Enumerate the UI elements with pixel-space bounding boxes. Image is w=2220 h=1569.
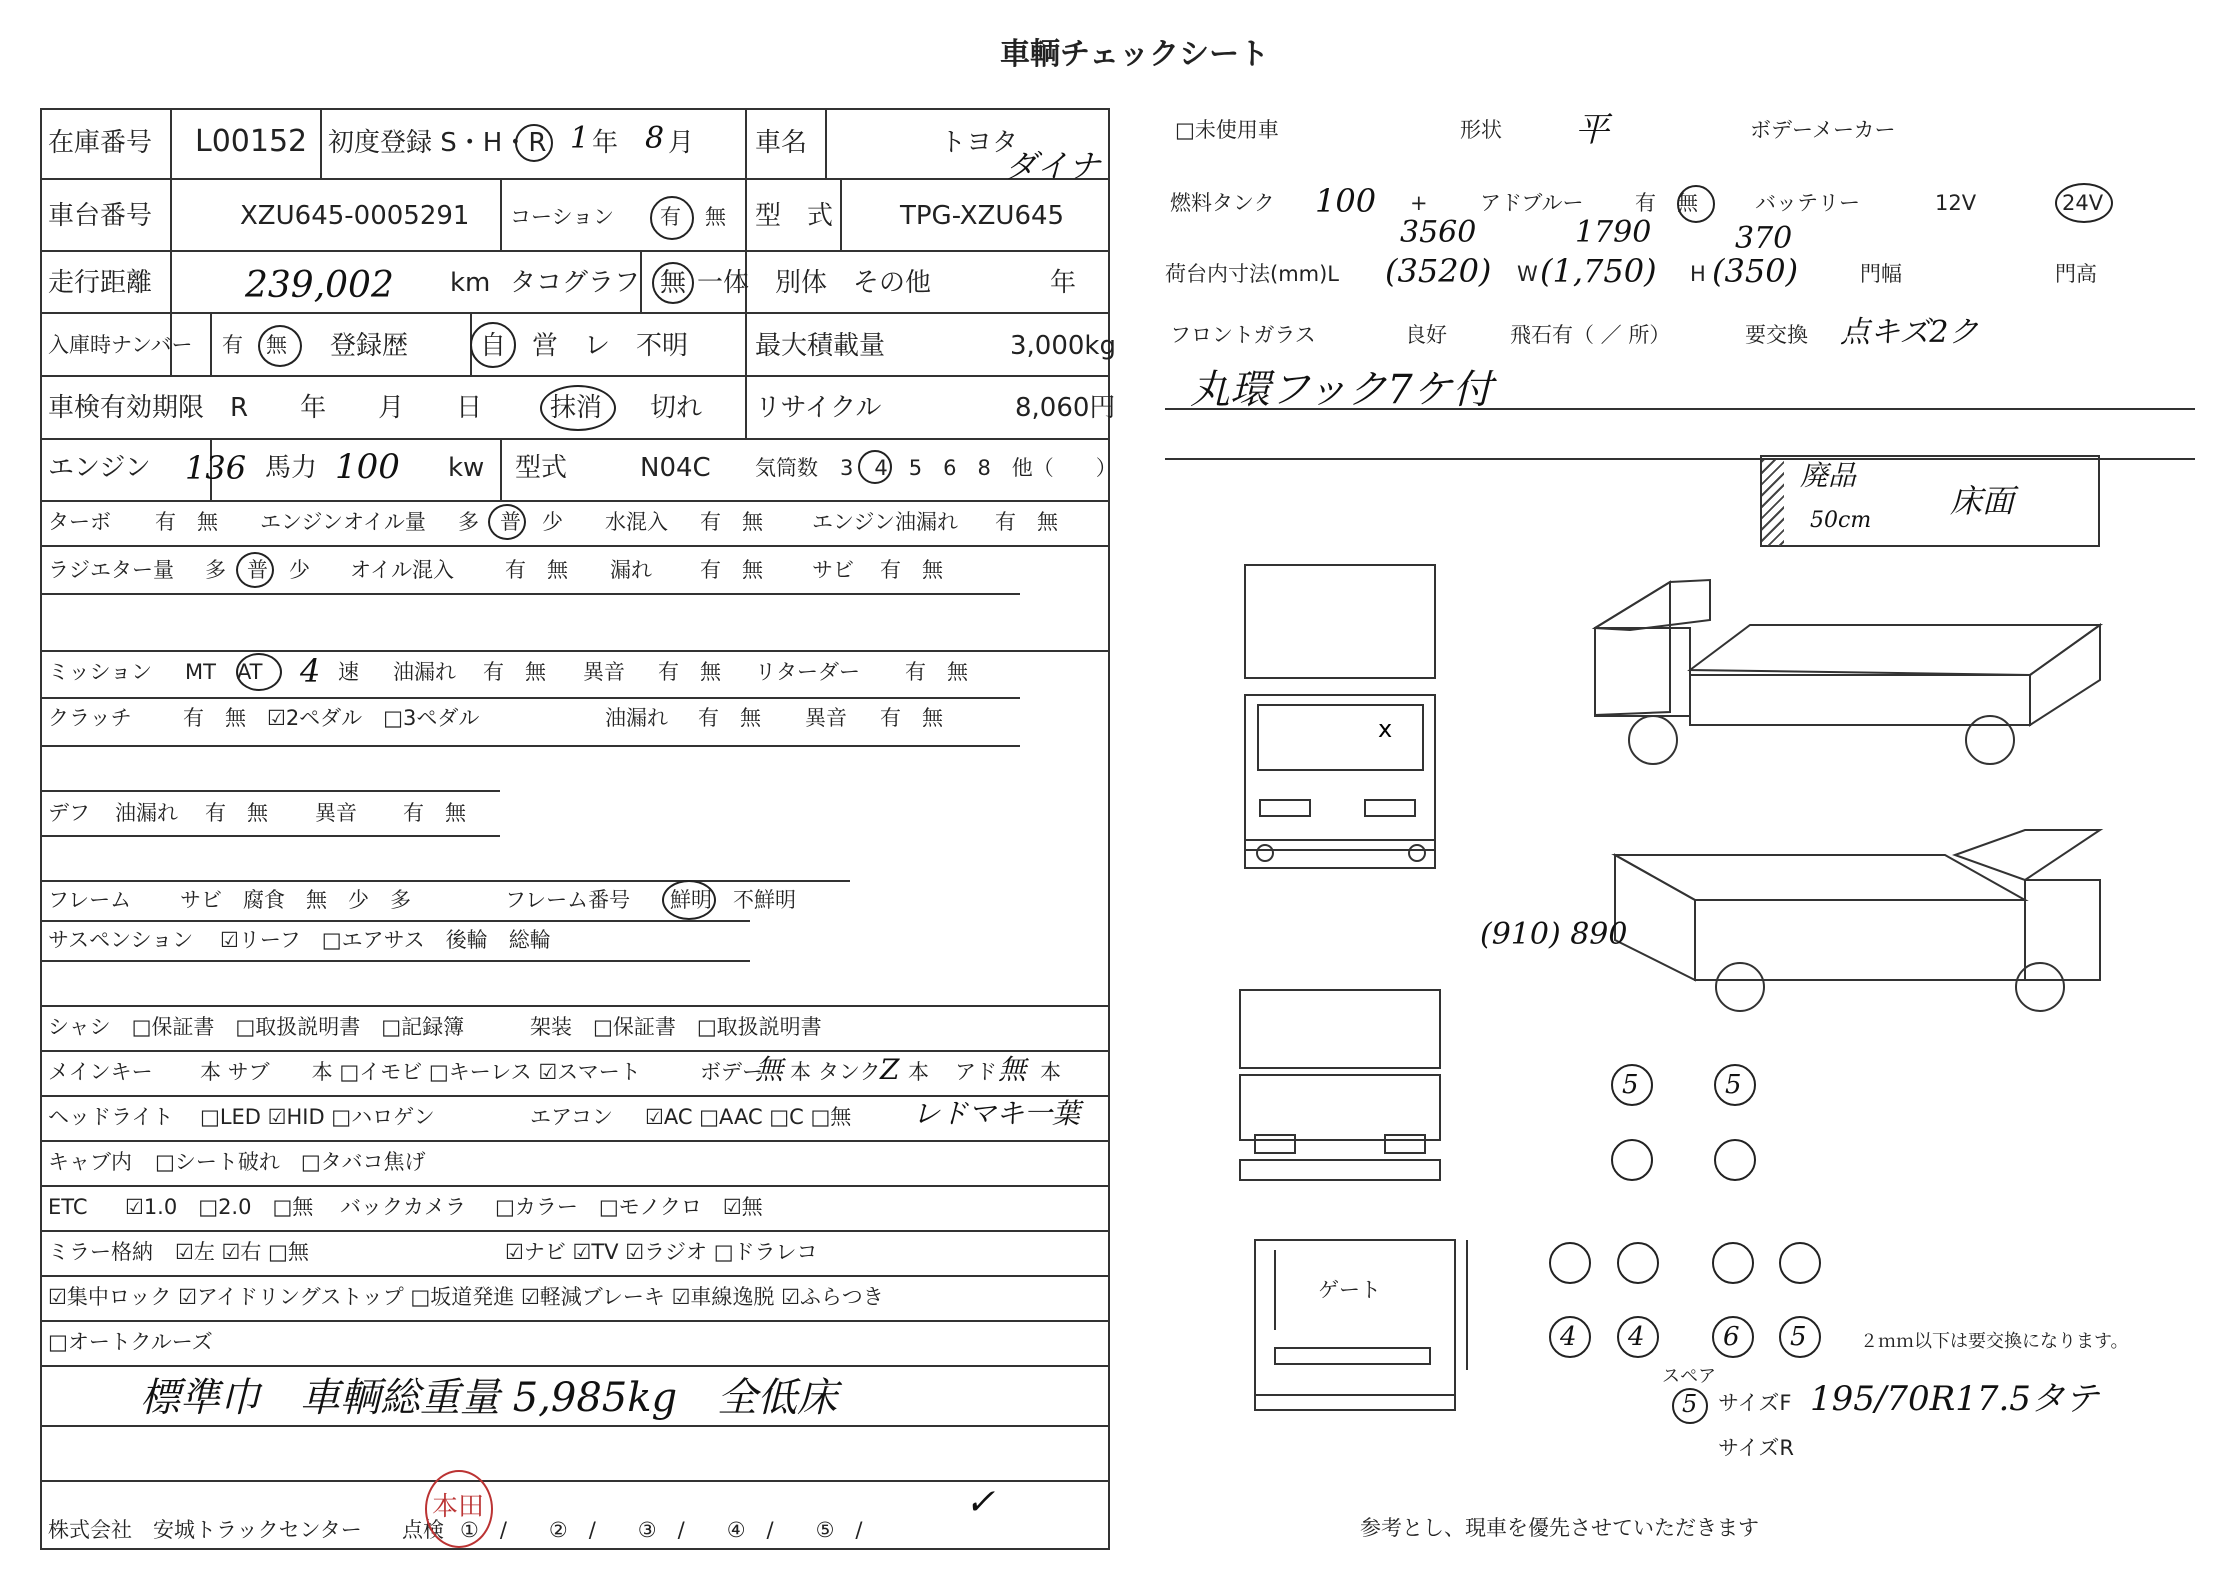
bed-l-old: (3520) <box>1385 252 1492 290</box>
model-name: ダイナ <box>1005 147 1101 185</box>
water-mix-label: 水混入 <box>605 510 668 534</box>
mission-noise-label: 異音 <box>583 660 625 684</box>
size-f-value: 195/70R17.5タテ <box>1810 1379 2099 1419</box>
era-circle <box>515 124 553 162</box>
body-maker-label: ボデーメーカー <box>1750 118 1896 142</box>
aircon-note: レドマキ一葉 <box>912 1097 1081 1130</box>
reg-hist-opts: 自 営 レ 不明 <box>480 331 689 361</box>
memo-note-2: 50cm <box>1810 508 1872 533</box>
tacho-opts: 一体 別体 その他 <box>697 268 932 298</box>
headlight-opts: □LED ☑HID □ハロゲン <box>200 1105 435 1129</box>
body-unit: 本 <box>790 1060 811 1084</box>
chassis-no: XZU645-0005291 <box>240 201 470 231</box>
tire-rear-2: 4 <box>1628 1322 1645 1352</box>
gears: 4 <box>300 652 321 690</box>
tank-label: タンク <box>818 1060 881 1084</box>
body-docs: 架装 □保証書 □取扱説明書 <box>530 1015 822 1039</box>
mileage-label: 走行距離 <box>48 268 153 298</box>
spare-label: スペア <box>1662 1366 1716 1387</box>
check-slots: ① / ② / ③ / ④ / ⑤ / <box>460 1518 863 1542</box>
company-name: 株式会社 安城トラックセンター <box>48 1518 362 1542</box>
clutch-opts: 有 無 ☑2ペダル □3ペダル <box>183 706 480 730</box>
coating-yes: 有 <box>660 205 681 229</box>
bed-note: 丸環フック7ケ付 <box>1190 367 1493 413</box>
first-reg-year: 1 <box>570 121 590 156</box>
tire-rear-1: 4 <box>1560 1322 1577 1352</box>
body-label: ボデー <box>700 1060 763 1084</box>
first-reg-label: 初度登録 S・H・R <box>328 128 547 158</box>
month-unit: 月 <box>668 128 695 158</box>
clutch-leak-label: 油漏れ <box>605 706 668 730</box>
floor-height: (910) 890 <box>1480 917 1628 952</box>
tacho-none: 無 <box>660 268 687 298</box>
suspension-label: サスペンション <box>48 928 194 952</box>
gate-width-label: 門幅 <box>1860 262 1902 286</box>
aircon-label: エアコン <box>530 1105 613 1129</box>
fuel-label: 燃料タンク <box>1170 191 1275 215</box>
notes-handwritten: 標準巾 車輌総重量 5,985kg 全低床 <box>140 1375 838 1421</box>
oil-mix-label: オイル混入 <box>350 558 454 582</box>
mission-label: ミッション <box>48 660 153 684</box>
bed-w-old: (1,750) <box>1540 252 1657 290</box>
aircon-opts: ☑AC □AAC □C □無 <box>645 1105 852 1129</box>
frame-label: フレーム <box>48 888 132 912</box>
shape-value: 平 <box>1575 110 1609 150</box>
type-value: TPG-XZU645 <box>900 201 1065 231</box>
tire-rear-4: 5 <box>1790 1322 1807 1352</box>
diff-noise-label: 異音 <box>315 801 357 825</box>
mileage: 239,002 <box>245 265 394 306</box>
w-label: W <box>1517 262 1538 286</box>
engine-kw: 100 <box>335 447 400 487</box>
frame-no-label: フレーム番号 <box>505 888 631 912</box>
radiator-label: ラジエター量 <box>48 558 174 582</box>
mission-leak-opts: 有 無 <box>483 660 546 684</box>
diff-leak-opts: 有 無 <box>205 801 268 825</box>
cruise-opt: □オートクルーズ <box>48 1330 213 1354</box>
ad-unit: 本 <box>1040 1060 1061 1084</box>
ad-label: アド <box>955 1060 997 1084</box>
first-reg-month: 8 <box>645 121 665 156</box>
max-load: 3,000kg <box>1010 331 1116 361</box>
inspection-label: 車検有効期限 <box>48 393 205 423</box>
spare-value: 5 <box>1682 1390 1698 1418</box>
headlight-label: ヘッドライト <box>48 1105 174 1129</box>
h-label: H <box>1690 262 1706 286</box>
chip-label: 飛石有（ ／ 所） <box>1510 323 1671 347</box>
mission-opts: MT AT <box>185 660 263 684</box>
stock-no: L00152 <box>195 124 308 159</box>
main-key-opts: 本 サブ 本 □イモビ □キーレス ☑スマート <box>200 1060 641 1084</box>
engine-hp: 136 <box>185 449 247 487</box>
bed-h-new: 370 <box>1735 221 1793 256</box>
engine-label: エンジン <box>48 453 151 483</box>
bed-w-new: 1790 <box>1575 215 1652 250</box>
cylinder-label: 気筒数 <box>755 456 818 480</box>
leak-opts: 有 無 <box>700 558 763 582</box>
recycle-fee: 8,060円 <box>1015 393 1116 423</box>
turbo-opts: 有 無 <box>155 510 218 534</box>
radiator-opts: 多 普 少 <box>205 558 310 582</box>
check-label: 点検 <box>402 1518 444 1542</box>
windshield-good: 良好 <box>1405 323 1447 347</box>
car-name-label: 車名 <box>755 128 808 158</box>
oil-mix-opts: 有 無 <box>505 558 568 582</box>
reg-hist-label: 登録歴 <box>330 331 409 361</box>
diff-label: デフ <box>48 801 90 825</box>
body-val: 無 <box>755 1053 784 1086</box>
tacho-year: 年 <box>1050 268 1077 298</box>
mission-noise-opts: 有 無 <box>658 660 721 684</box>
ad-val: 無 <box>998 1053 1027 1086</box>
replace-label: 要交換 <box>1745 323 1808 347</box>
engine-leak-label: エンジン油漏れ <box>812 510 958 534</box>
gate-label: ゲート <box>1318 1278 1381 1302</box>
mirror-opts: ☑左 ☑右 □無 <box>175 1240 309 1264</box>
cylinder-opts: 3 4 5 6 8 他（ ） <box>840 456 1117 480</box>
recycle-label: リサイクル <box>755 393 882 423</box>
tire-note: ２ｍｍ以下は要交換になります。 <box>1860 1331 2129 1352</box>
year-unit: 年 <box>592 128 619 158</box>
windshield-label: フロントガラス <box>1170 323 1316 347</box>
memo-note-3: 床面 <box>1950 482 2015 520</box>
rust-opts: 有 無 <box>880 558 943 582</box>
chassis-docs: シャシ □保証書 □取扱説明書 □記録簿 <box>48 1015 465 1039</box>
navi-opts: ☑ナビ ☑TV ☑ラジオ □ドラレコ <box>505 1240 818 1264</box>
coating-no: 無 <box>705 205 726 229</box>
max-load-label: 最大積載量 <box>755 331 886 361</box>
etc-label: ETC <box>48 1195 88 1219</box>
fuel-value: 100 <box>1315 182 1377 220</box>
plate-no: 無 <box>266 333 287 357</box>
mileage-unit: km <box>450 268 491 298</box>
hatch-mark <box>1762 460 1784 546</box>
suspension-opts: ☑リーフ □エアサス 後輪 総輪 <box>220 928 551 952</box>
tire-rear-3: 6 <box>1723 1322 1740 1352</box>
type-label: 型 式 <box>755 201 834 231</box>
hp-label: 馬力 <box>265 453 318 483</box>
plate-label: 入庫時ナンバー <box>48 333 193 357</box>
clutch-noise-label: 異音 <box>805 706 847 730</box>
adblue-label: アドブルー <box>1480 191 1584 215</box>
adblue-opts: 有 無 <box>1635 191 1698 215</box>
oil-amount-opts: 多 普 少 <box>458 510 563 534</box>
battery-24v: 24V <box>2062 191 2104 215</box>
leak-label: 漏れ <box>610 558 652 582</box>
cancel-text: 抹消 <box>550 393 603 423</box>
plus-sign: + <box>1410 191 1428 215</box>
frame-opts: サビ 腐食 無 少 多 <box>180 888 411 912</box>
bed-l-new: 3560 <box>1400 215 1477 250</box>
check-mark-5: ✓ <box>965 1482 996 1523</box>
back-cam-label: バックカメラ <box>340 1195 466 1219</box>
etc-opts: ☑1.0 □2.0 □無 <box>125 1195 314 1219</box>
inspection-opts: R 年 月 日 <box>230 393 483 423</box>
engine-type-label: 型式 <box>515 453 568 483</box>
chassis-no-label: 車台番号 <box>48 201 153 231</box>
kw-unit: kw <box>448 453 485 483</box>
battery-12v: 12V <box>1935 191 1977 215</box>
expired-text: 切れ <box>650 393 703 423</box>
bed-h-old: (350) <box>1712 252 1799 290</box>
diff-leak-label: 油漏れ <box>115 801 178 825</box>
cab-label: キャブ内 <box>48 1150 132 1174</box>
tire-front-left: 5 <box>1622 1070 1639 1100</box>
gear-unit: 速 <box>338 660 359 684</box>
mirror-label: ミラー格納 <box>48 1240 153 1264</box>
coating-label: コーション <box>510 205 615 229</box>
footer-note: 参考とし、現車を優先させていただきます <box>1360 1516 1759 1540</box>
unused-checkbox: □未使用車 <box>1175 118 1279 142</box>
maker: トヨタ <box>940 128 1019 158</box>
cab-opts: □シート破れ □タバコ焦げ <box>155 1150 426 1174</box>
back-cam-opts: □カラー □モノクロ ☑無 <box>495 1195 763 1219</box>
engine-leak-opts: 有 無 <box>995 510 1058 534</box>
diff-noise-opts: 有 無 <box>403 801 466 825</box>
tacho-label: タコグラフ <box>510 268 641 298</box>
size-r-label: サイズR <box>1718 1436 1794 1460</box>
safety-opts: ☑集中ロック ☑アイドリングストップ □坂道発進 ☑軽減ブレーキ ☑車線逸脱 ☑ふらつき <box>48 1285 884 1309</box>
stock-no-label: 在庫番号 <box>48 128 153 158</box>
turbo-label: ターボ <box>48 510 111 534</box>
mission-leak-label: 油漏れ <box>393 660 456 684</box>
retarder-opts: 有 無 <box>905 660 968 684</box>
engine-type: N04C <box>640 453 711 483</box>
water-mix-opts: 有 無 <box>700 510 763 534</box>
clutch-label: クラッチ <box>48 706 132 730</box>
memo-note-1: 廃品 <box>1800 459 1857 492</box>
bed-dims-label: 荷台内寸法(mm)L <box>1165 262 1339 286</box>
page-title: 車輌チェックシート <box>1000 37 1270 72</box>
gate-height-label: 門高 <box>2055 262 2097 286</box>
shape-label: 形状 <box>1460 118 1502 142</box>
plate-yes: 有 <box>222 333 243 357</box>
tire-front-right: 5 <box>1725 1070 1742 1100</box>
svg-text:x: x <box>1378 715 1393 743</box>
size-f-label: サイズF <box>1718 1391 1792 1415</box>
clutch-noise-opts: 有 無 <box>880 706 943 730</box>
clutch-leak-opts: 有 無 <box>698 706 761 730</box>
main-key-label: メインキー <box>48 1060 153 1084</box>
inspector-stamp-text: 本田 <box>432 1492 485 1522</box>
tank-unit: 本 <box>908 1060 929 1084</box>
tank-val: Z <box>880 1053 900 1086</box>
frame-no-opts: 鮮明 不鮮明 <box>670 888 796 912</box>
retarder-label: リターダー <box>755 660 860 684</box>
windshield-note: 点キズ2ク <box>1840 315 1979 350</box>
battery-label: バッテリー <box>1755 191 1860 215</box>
oil-amount-label: エンジンオイル量 <box>260 510 426 534</box>
rust-label: サビ <box>812 558 854 582</box>
